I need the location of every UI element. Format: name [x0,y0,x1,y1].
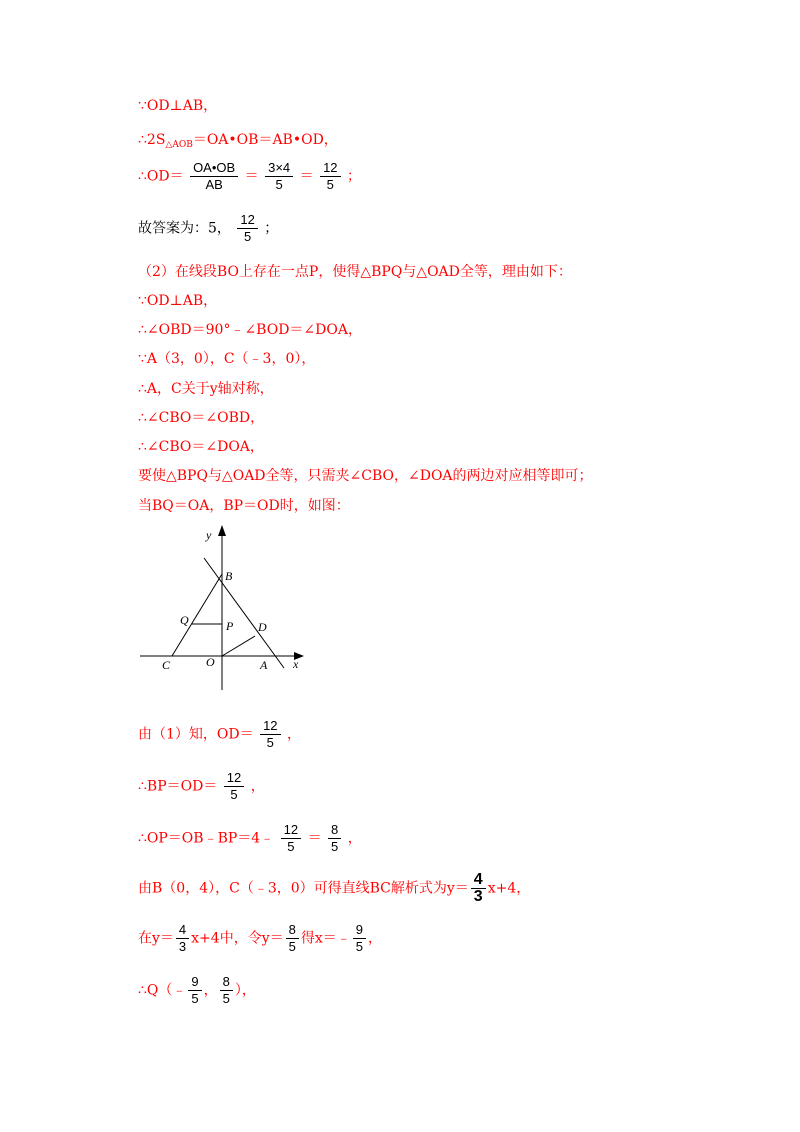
numerator: 12 [260,718,280,735]
denominator: 5 [230,787,238,802]
line-suffix: ， [286,726,301,743]
numerator: 12 [281,822,301,839]
line-middle: x+4中，令y＝ [191,930,284,947]
denominator: 5 [222,991,230,1006]
line-prefix: ∴BP＝OD＝ [138,778,218,795]
line-text: ∴∠OBD＝90°﹣∠BOD＝∠DOA， [138,322,362,338]
fraction [281,822,301,855]
line-text: ∴∠CBO＝∠DOA， [138,439,264,455]
denominator: 5 [331,839,339,854]
line-suffix: ； [346,168,361,185]
numerator: 8 [286,922,299,939]
line-suffix: ）， [234,982,256,999]
fraction [190,160,238,193]
proof-line-10 [138,409,264,427]
proof-line-17 [138,872,530,905]
fraction [328,822,341,855]
numerator: 4 [471,872,486,889]
line-text: 当BQ＝OA，BP＝OD时，如图： [138,498,350,514]
denominator: AB [205,177,223,192]
line-suffix: x+4， [487,880,531,897]
numerator: 12 [237,212,257,229]
line-middle: 得x＝﹣ [300,930,351,947]
fraction [176,922,189,955]
fraction [471,872,486,905]
proof-line-12 [138,467,593,485]
label-x: x [293,657,299,671]
line-prefix: 故答案为：5， [138,220,231,237]
line-text: ∴∠CBO＝∠OBD， [138,410,265,426]
numerator: 4 [176,922,189,939]
proof-line-6 [138,292,217,310]
proof-line-14 [138,718,301,751]
numerator: 9 [353,922,366,939]
proof-line-1 [138,97,217,115]
numerator: 12 [320,160,340,177]
equals-sign: ＝ [244,168,259,185]
fraction [286,922,299,955]
equals-sign: ＝ [299,168,314,185]
fraction [237,212,257,245]
label-o: O [206,655,215,669]
line-text: 要使△BPQ与△OAD全等，只需夹∠CBO，∠DOA的两边对应相等即可； [138,468,593,484]
denominator: 5 [243,229,252,244]
fraction [265,160,293,193]
proof-line-9 [138,380,274,398]
fraction [320,160,340,193]
denominator: 5 [355,939,363,954]
proof-line-11 [138,438,264,456]
line-text: ∵OD⊥AB， [138,293,218,309]
label-c: C [162,658,171,672]
label-b: B [225,569,233,583]
segment-od [222,636,255,656]
geometry-figure [138,522,310,692]
line-middle: ， [203,982,218,999]
line-suffix: ， [347,830,362,847]
proof-line-13 [138,497,350,515]
denominator: 5 [287,839,295,854]
proof-line-19 [138,974,256,1007]
line-prefix: ∴OD＝ [138,168,184,185]
fraction [188,974,201,1007]
line-prefix: ∴OP＝OB﹣BP＝4﹣ [138,830,275,847]
line-text: ∵OD⊥AB， [138,98,218,114]
y-axis-arrow-icon [218,525,226,536]
line-suffix: ； [264,220,279,237]
fraction [260,718,280,751]
proof-line-4 [138,212,278,245]
line-prefix: ∴Q（﹣ [138,982,187,999]
line-text: ∵A（3，0），C（﹣3，0）， [138,351,316,367]
numerator: 8 [220,974,233,991]
numerator: 9 [188,974,201,991]
denominator: 5 [326,177,334,192]
denominator: 5 [191,991,199,1006]
numerator: OA•OB [190,160,238,177]
proof-line-2 [138,131,338,154]
line-prefix: ∴2S [138,132,166,148]
line-text: （2）在线段BO上存在一点P，使得△BPQ与△OAD全等，理由如下： [138,264,572,280]
line-suffix: ＝OA•OB＝AB•OD， [192,132,338,148]
proof-line-5 [138,263,572,281]
numerator: 8 [328,822,341,839]
proof-line-3 [138,160,361,193]
figure-svg [138,522,310,692]
label-d: D [258,620,267,634]
label-p: P [226,619,234,633]
line-prefix: 由（1）知，OD＝ [138,726,254,743]
numerator: 12 [224,770,244,787]
subscript: △AOB [165,140,193,150]
proof-line-18 [138,922,382,955]
line-prefix: 在y＝ [138,930,174,947]
proof-line-7 [138,321,362,339]
numerator: 3×4 [265,160,293,177]
fraction [224,770,244,803]
proof-line-8 [138,350,315,368]
proof-line-15 [138,770,265,803]
denominator: 5 [288,939,296,954]
denominator: 5 [266,735,274,750]
line-suffix: ， [250,778,265,795]
denominator: 5 [275,177,283,192]
line-ab [204,558,284,668]
line-suffix: ， [367,930,382,947]
line-prefix: 由B（0，4），C（﹣3，0）可得直线BC解析式为y＝ [138,880,469,897]
denominator: 3 [473,888,483,905]
fraction [220,974,233,1007]
label-y: y [206,528,212,542]
line-text: ∴A，C关于y轴对称， [138,381,274,397]
proof-line-16 [138,822,362,855]
fraction [353,922,366,955]
label-a: A [260,658,268,672]
denominator: 3 [178,939,187,954]
equals-sign: ＝ [307,830,322,847]
label-q: Q [180,613,189,627]
